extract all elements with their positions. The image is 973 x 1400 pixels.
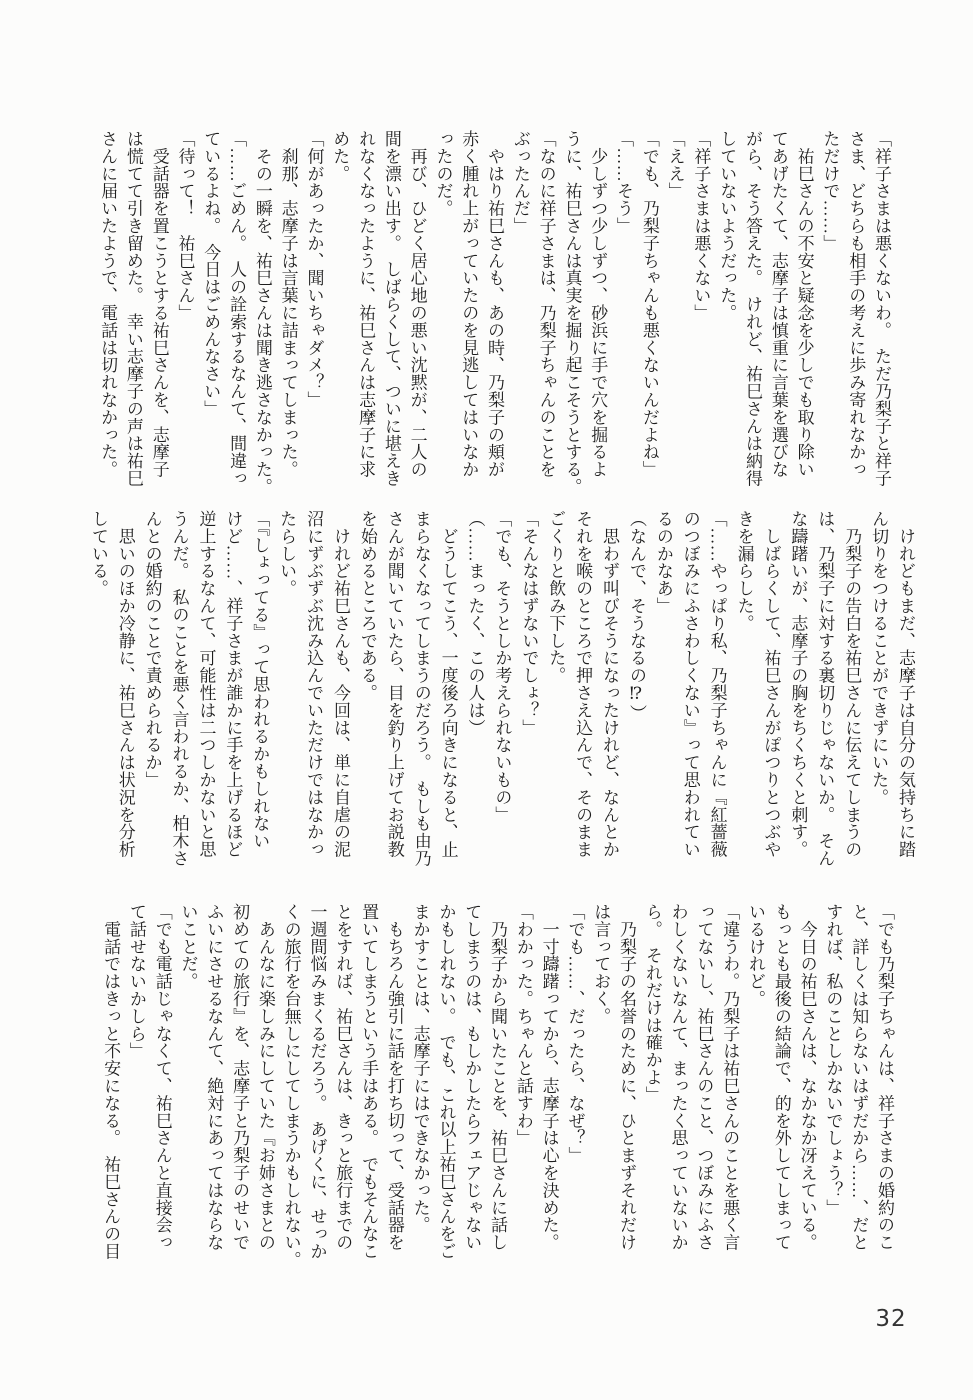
text-band-top <box>94 130 894 496</box>
text-column: あんなに楽しみにしていた『お姉さまとの <box>255 903 275 1251</box>
text-column: 思わず叫びそうになったけれど、なんとか <box>600 510 620 858</box>
text-column: れなくなったように、祐巳さんは志摩子に求 <box>356 130 376 478</box>
text-column: 今日の祐巳さんは、なかなか冴えている。 <box>797 903 817 1251</box>
text-column: けれど祐巳さんも、今回は、単に自虐の泥 <box>330 510 350 858</box>
text-column: けれどもまだ、志摩子は自分の気持ちに踏 <box>896 510 915 858</box>
text-column: 「『しょってる』って思われるかもしれない <box>250 510 270 850</box>
text-column: いるけれど。 <box>746 903 766 1008</box>
text-column: 乃梨子から聞いたことを、祐巳さんに話し <box>488 903 508 1251</box>
text-column: きを漏らした。 <box>734 510 754 632</box>
text-column: 受話器を置こうとする祐巳さんを、志摩子 <box>149 130 169 478</box>
text-column: 刹那、志摩子は言葉に詰まってしまった。 <box>278 130 298 478</box>
text-column: さんに届いたようで、電話は切れなかった。 <box>98 130 118 478</box>
text-column: わしくないなんて、まったく思っていないか <box>668 903 688 1251</box>
text-column: （……まったく、この人は） <box>465 510 485 737</box>
text-column: 一寸躊躇ってから、志摩子は心を決めた。 <box>539 903 559 1251</box>
text-column: 思いのほか冷静に、祐巳さんは状況を分析 <box>115 510 135 858</box>
text-column: 「祥子さまは悪くないわ。 ただ乃梨子と祥子 <box>872 130 891 487</box>
text-column: 「でも、乃梨子ちゃんも悪くないんだよね」 <box>639 130 659 478</box>
text-column: しばらくして、祐巳さんがぽつりとつぶや <box>761 510 781 858</box>
text-column: けど……、祥子さまが誰かに手を上げるほど <box>223 510 243 858</box>
text-column: ただけで……」 <box>820 130 840 252</box>
text-column: ったのだ。 <box>433 130 453 217</box>
text-column: 「でも乃梨子ちゃんは、祥子さまの婚約のこ <box>875 903 894 1251</box>
text-column: 「祥子さまは悪くない」 <box>691 130 711 322</box>
text-column: 祐巳さんの不安と疑念を少しでも取り除い <box>794 130 814 478</box>
text-column: うんだ。 私のことを悪く言われるか、柏木さ <box>169 510 189 867</box>
text-column: 「でも、そうとしか考えられないもの」 <box>492 510 512 824</box>
text-column: 「何があったか、聞いちゃダメ？」 <box>304 130 324 409</box>
text-column: 沼にずぶずぶ沈み込んでいただけではなかっ <box>304 510 324 858</box>
text-column: と、詳しくは知らないはずだから……、だと <box>849 903 869 1251</box>
text-column: のつぼみにふさわしくない』って思われてい <box>680 510 700 858</box>
text-column: 「そんなはずないでしょ？」 <box>519 510 539 737</box>
text-column: かもしれない。 でも、これ以上祐巳さんをご <box>436 903 456 1260</box>
text-column: は、乃梨子に対する裏切りじゃないか。 そん <box>815 510 835 867</box>
text-column: 乃梨子の名誉のために、ひとまずそれだけ <box>617 903 637 1251</box>
text-column: うに、祐巳さんは真実を掘り起こそうとする。 <box>562 130 582 496</box>
text-column: さま、どちらも相手の考えに歩み寄れなかっ <box>846 130 866 478</box>
page-number: 32 <box>875 1306 907 1332</box>
text-column: を始めるところである。 <box>357 510 377 702</box>
text-column: どうしてこう、一度後ろ向きになると、止 <box>438 510 458 858</box>
text-column: るのかなあ」 <box>653 510 673 615</box>
text-column: やはり祐巳さんも、あの時、乃梨子の頬が <box>485 130 505 478</box>
text-column: は慌てて引き留めた。 幸い志摩子の声は祐巳 <box>123 130 143 487</box>
text-column: 「……ごめん。 人の詮索するなんて、間違っ <box>227 130 247 487</box>
text-column: いことだ。 <box>178 903 198 990</box>
text-column: 電話ではきっと不安になる。 祐巳さんの目 <box>101 903 121 1260</box>
text-column: がら、そう答えた。 けれど、祐巳さんは納得 <box>743 130 763 487</box>
text-column: ってないし、祐巳さんのこと、つぼみにふさ <box>694 903 714 1251</box>
text-column: している。 <box>88 510 108 597</box>
text-column: 「違うわ。乃梨子は祐巳さんのことを悪く言 <box>720 903 740 1251</box>
text-column: 間を漂い出す。 しばらくして、ついに堪えき <box>381 130 401 487</box>
text-column: ん切りをつけることができずにいた。 <box>869 510 889 806</box>
text-column: もっとも最後の結論で、的を外してしまって <box>771 903 791 1251</box>
text-band-bottom <box>97 903 897 1269</box>
text-column: さんが聞いていたら、目を釣り上げてお説教 <box>384 510 404 858</box>
text-column: くの旅行を台無しにしてしまうかもしれない。 <box>281 903 301 1269</box>
text-column: ごくりと飲み下した。 <box>546 510 566 684</box>
text-column: もちろん強引に話を打ち切って、受話器を <box>384 903 404 1251</box>
text-column: 置いてしまうという手はある。 でもそんなこ <box>359 903 379 1260</box>
text-column: めた。 <box>330 130 350 183</box>
text-column: て話せないかしら」 <box>126 903 146 1060</box>
text-column: 「……そう」 <box>614 130 634 235</box>
text-column: は言っておく。 <box>591 903 611 1025</box>
text-column: まかすことは、志摩子にはできなかった。 <box>410 903 430 1234</box>
text-column: な躊躇いが、志摩子の胸をちくちくと刺す。 <box>788 510 808 858</box>
text-column: ぶったんだ」 <box>510 130 530 235</box>
text-column: てしまうのは、もしかしたらフェアじゃない <box>462 903 482 1251</box>
text-column: 「……やっぱり私、乃梨子ちゃんに『紅薔薇 <box>707 510 727 858</box>
text-column: 「待って！ 祐巳さん」 <box>175 130 195 322</box>
text-column: ら。 それだけは確かよ」 <box>642 903 662 1104</box>
text-column: んとの婚約のことで責められるか」 <box>142 510 162 789</box>
text-column: その一瞬を、祐巳さんは聞き逃さなかった。 <box>252 130 272 496</box>
text-column: していないようだった。 <box>717 130 737 322</box>
text-column: 「でも……、だったら、なぜ？」 <box>565 903 585 1164</box>
text-column: 再び、ひどく居心地の悪い沈黙が、二人の <box>407 130 427 478</box>
text-column: てあげたくて、志摩子は慎重に言葉を選びな <box>768 130 788 478</box>
text-column: まらなくなってしまうのだろう。 もしも由乃 <box>411 510 431 867</box>
text-column: 赤く腫れ上がっていたのを見逃してはいなか <box>459 130 479 478</box>
text-column: 「でも電話じゃなくて、祐巳さんと直接会っ <box>152 903 172 1251</box>
text-column: 「わかった。ちゃんと話すわ」 <box>513 903 533 1147</box>
text-column: （なんで、そうなるの⁉） <box>626 510 646 722</box>
text-column: 「なのに祥子さまは、乃梨子ちゃんのことを <box>536 130 556 478</box>
text-column: たらしい。 <box>277 510 297 597</box>
text-column: ているよね。 今日はごめんなさい」 <box>201 130 221 418</box>
text-column: 初めての旅行』を、志摩子と乃梨子のせいで <box>230 903 250 1251</box>
text-column: 乃梨子の告白を祐巳さんに伝えてしまうの <box>842 510 862 858</box>
text-column: 逆上するなんて、可能性は二つしかないと思 <box>196 510 216 858</box>
text-column: 少しずつ少しずつ、砂浜に手で穴を掘るよ <box>588 130 608 478</box>
text-column: 一週間悩みまくるだろう。 あげくに、せっか <box>307 903 327 1260</box>
text-column: 「ええ」 <box>665 130 685 200</box>
text-band-middle <box>84 510 918 867</box>
text-column: ふいにさせるなんて、絶対にあってはならな <box>204 903 224 1251</box>
text-column: とをすれば、祐巳さんは、きっと旅行までの <box>333 903 353 1251</box>
text-column: すれば、私のことしかないでしょう？」 <box>823 903 843 1217</box>
text-column: それを喉のところで押さえ込んで、そのまま <box>573 510 593 858</box>
